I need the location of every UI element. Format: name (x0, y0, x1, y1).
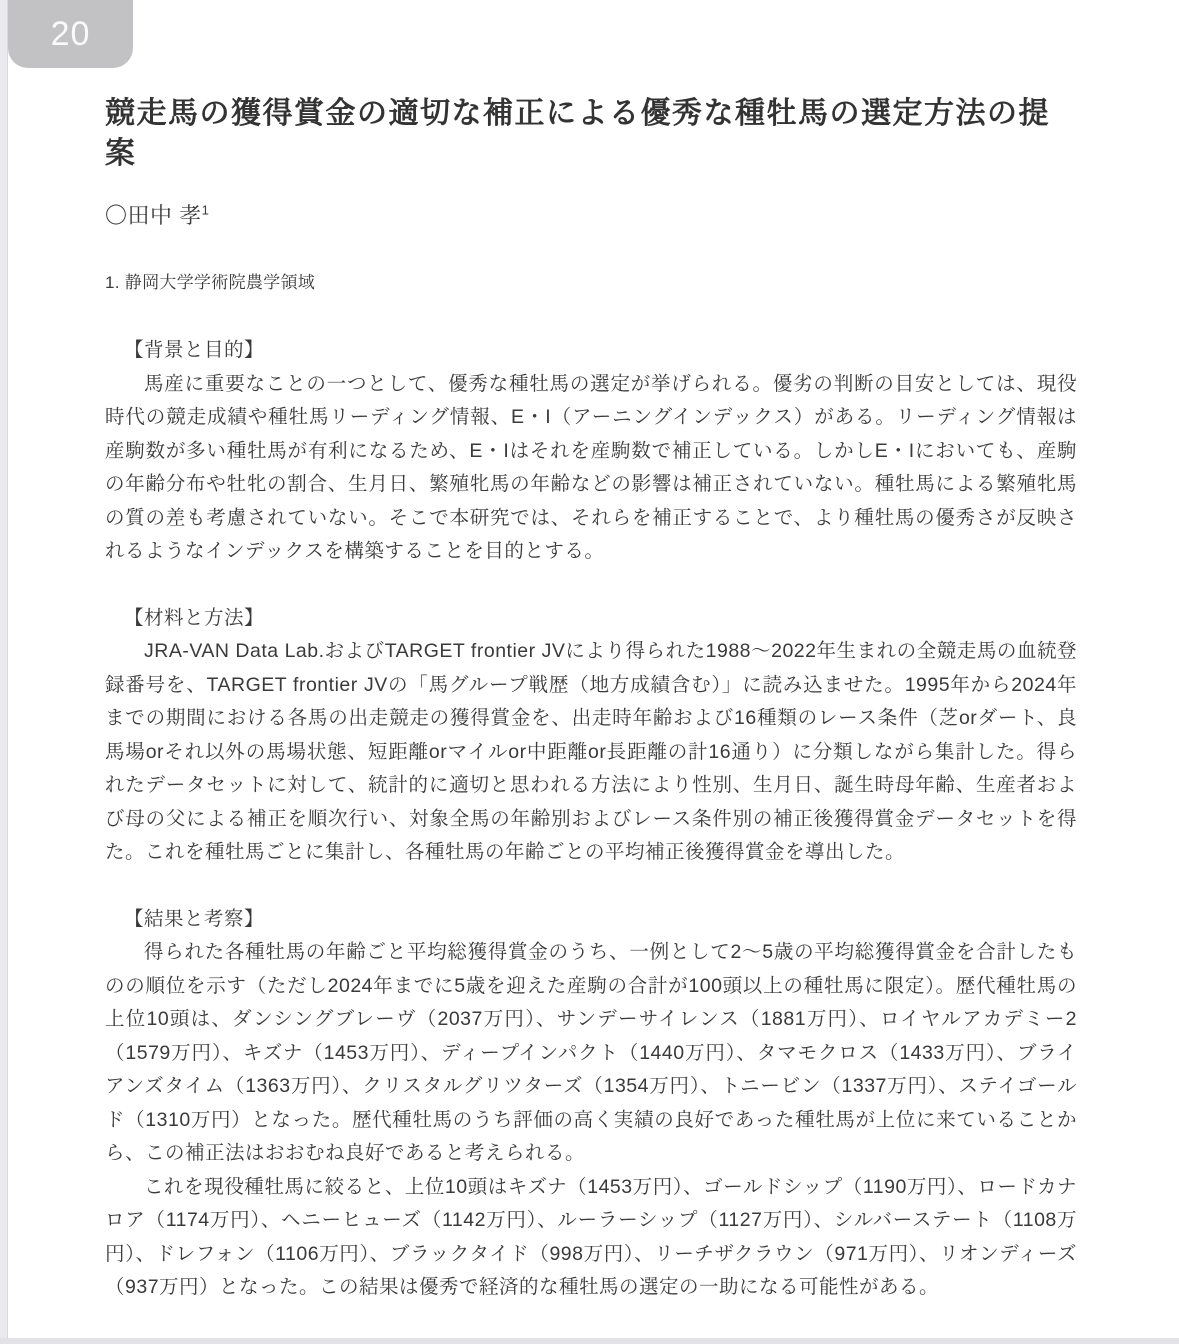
paragraph-background-purpose: 馬産に重要なことの一つとして、優秀な種牡馬の選定が挙げられる。優劣の判断の目安としては、現役時代の競走成績や種牡馬リーディング情報、E・I（アーニングインデックス）がある。リーディング情報は産駒数が多い種牡馬が有利になるため、E・Iはそれを産駒数で補正している。しかしE・Iにおいても、産駒の年齢分布や牡牝の割合、生月日、繁殖牝馬の年齢などの影響は補正されていない。種牡馬による繁殖牝馬の質の差も考慮されていない。そこで本研究では、それらを補正することで、より種牡馬の優秀さが反映されるようなインデックスを構築することを目的とする。 (105, 372, 1077, 562)
section-heading-materials-methods: 【材料と方法】 (124, 606, 265, 629)
section-materials-methods (105, 602, 1077, 870)
left-edge-strip (0, 0, 8, 1344)
paper-title: 競走馬の獲得賞金の適切な補正による優秀な種牡馬の選定方法の提案 (105, 97, 1050, 170)
author-affiliation-superscript: 1 (201, 202, 210, 218)
section-background-purpose (105, 334, 1077, 569)
affiliation: 1. 静岡大学学術院農学領域 (105, 273, 316, 292)
page-number: 20 (50, 14, 91, 53)
paragraph-results-active-ranking: これを現役種牡馬に絞ると、上位10頭はキズナ（1453万円）、ゴールドシップ（1190万円）、ロードカナロア（1174万円）、ヘニーヒューズ（1142万円）、ルーラーシップ（1127万円）、シルバーステート（1108万円）、ドレフォン（1106万円）、ブラックタイド（998万円）、リーチザクラウン（971万円）、リオンディーズ（937万円）となった。この結果は優秀で経済的な種牡馬の選定の一助になる可能性がある。 (105, 1175, 1077, 1298)
page-number-tab (8, 0, 133, 68)
author-line (105, 202, 1077, 230)
section-heading-background-purpose: 【背景と目的】 (124, 339, 265, 361)
bottom-edge-bar (0, 1338, 1179, 1344)
paragraph-materials-methods: JRA-VAN Data Lab.およびTARGET frontier JVにより得られた1988〜2022年生まれの全競走馬の血統登録番号を、TARGET frontier JVの「馬グループ戦歴（地方成績含む）」に読み込ませた。1995年から2024年までの期間における各馬の出走競走の獲得賞金を、出走時年齢および16種類のレース条件（芝orダート、良馬場orそれ以外の馬場状態、短距離orマイルor中距離or長距離の計16通り）に分類しながら集計した。得られたデータセットに対して、統計的に適切と思われる方法により性別、生月日、誕生時母年齢、生産者および母の父による補正を順次行い、対象全馬の年齢別およびレース条件別の補正後獲得賞金データセットを得た。これを種牡馬ごとに集計し、各種牡馬の年齢ごとの平均補正後獲得賞金を導出した。 (105, 640, 1077, 863)
section-results-discussion (105, 903, 1077, 1305)
paragraph-results-historical-ranking: 得られた各種牡馬の年齢ごと平均総獲得賞金のうち、一例として2〜5歳の平均総獲得賞金を合計したものの順位を示す（ただし2024年までに5歳を迎えた産駒の合計が100頭以上の種牡馬に限定）。歴代種牡馬の上位10頭は、ダンシングブレーヴ（2037万円）、サンデーサイレンス（1881万円）、ロイヤルアカデミー2（1579万円）、キズナ（1453万円）、ディープインパクト（1440万円）、タマモクロス（1433万円）、ブライアンズタイム（1363万円）、クリスタルグリツターズ（1354万円）、トニービン（1337万円）、ステイゴールド（1310万円）となった。歴代種牡馬のうち評価の高く実績の良好であった種牡馬が上位に来ていることから、この補正法はおおむね良好であると考えられる。 (105, 941, 1077, 1164)
section-heading-results-discussion: 【結果と考察】 (124, 907, 265, 930)
abstract-page (105, 94, 1077, 1305)
presenter-author-name: 〇田中 孝 (105, 203, 202, 228)
